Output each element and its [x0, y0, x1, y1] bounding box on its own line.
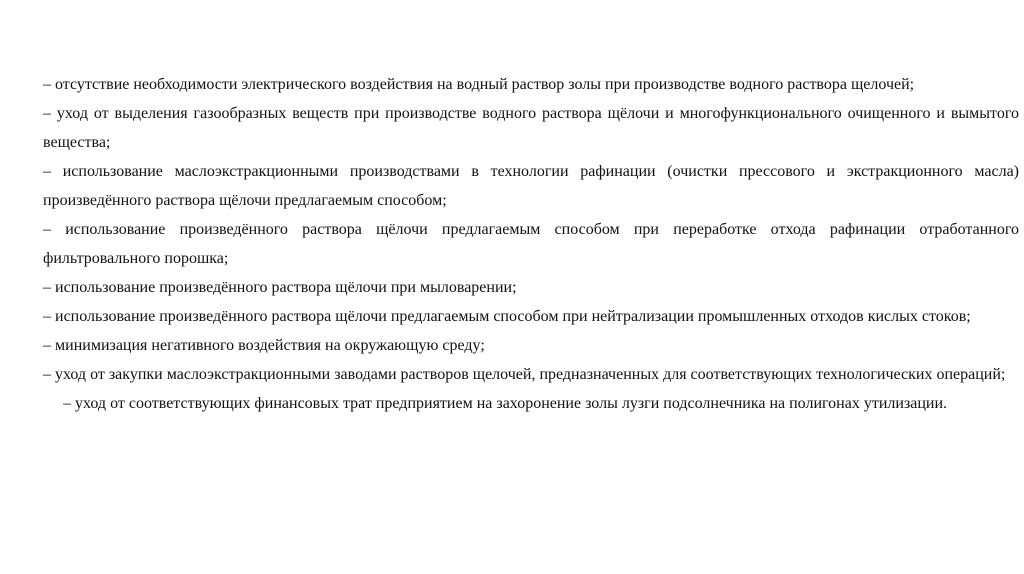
list-item: – использование произведённого раствора щёлочи предлагаемым способом при переработке отхода рафинации отработанного фильтровального порошка;	[43, 221, 1019, 267]
list-item: – использование маслоэкстракционными производствами в технологии рафинации (очистки прессового и экстракционного масла) произведённого раствора щёлочи предлагаемым способом;	[43, 163, 1019, 209]
list-item: – минимизация негативного воздействия на окружающую среду;	[43, 337, 485, 354]
list-item: – использование произведённого раствора щёлочи при мыловарении;	[43, 279, 517, 296]
benefits-list	[43, 70, 1019, 418]
list-item: – отсутствие необходимости электрического воздействия на водный раствор золы при производстве водного раствора щелочей;	[43, 76, 915, 93]
list-item: – использование произведённого раствора щёлочи предлагаемым способом при нейтрализации промышленных отходов кислых стоков;	[43, 308, 971, 325]
list-item: – уход от выделения газообразных веществ при производстве водного раствора щёлочи и многофункционального очищенного и вымытого вещества;	[43, 105, 1019, 151]
list-item: – уход от закупки маслоэкстракционными заводами растворов щелочей, предназначенных для соответствующих технологических операций;	[43, 366, 1006, 383]
list-item: – уход от соответствующих финансовых трат предприятием на захоронение золы лузги подсолнечника на полигонах утилизации.	[63, 395, 948, 412]
